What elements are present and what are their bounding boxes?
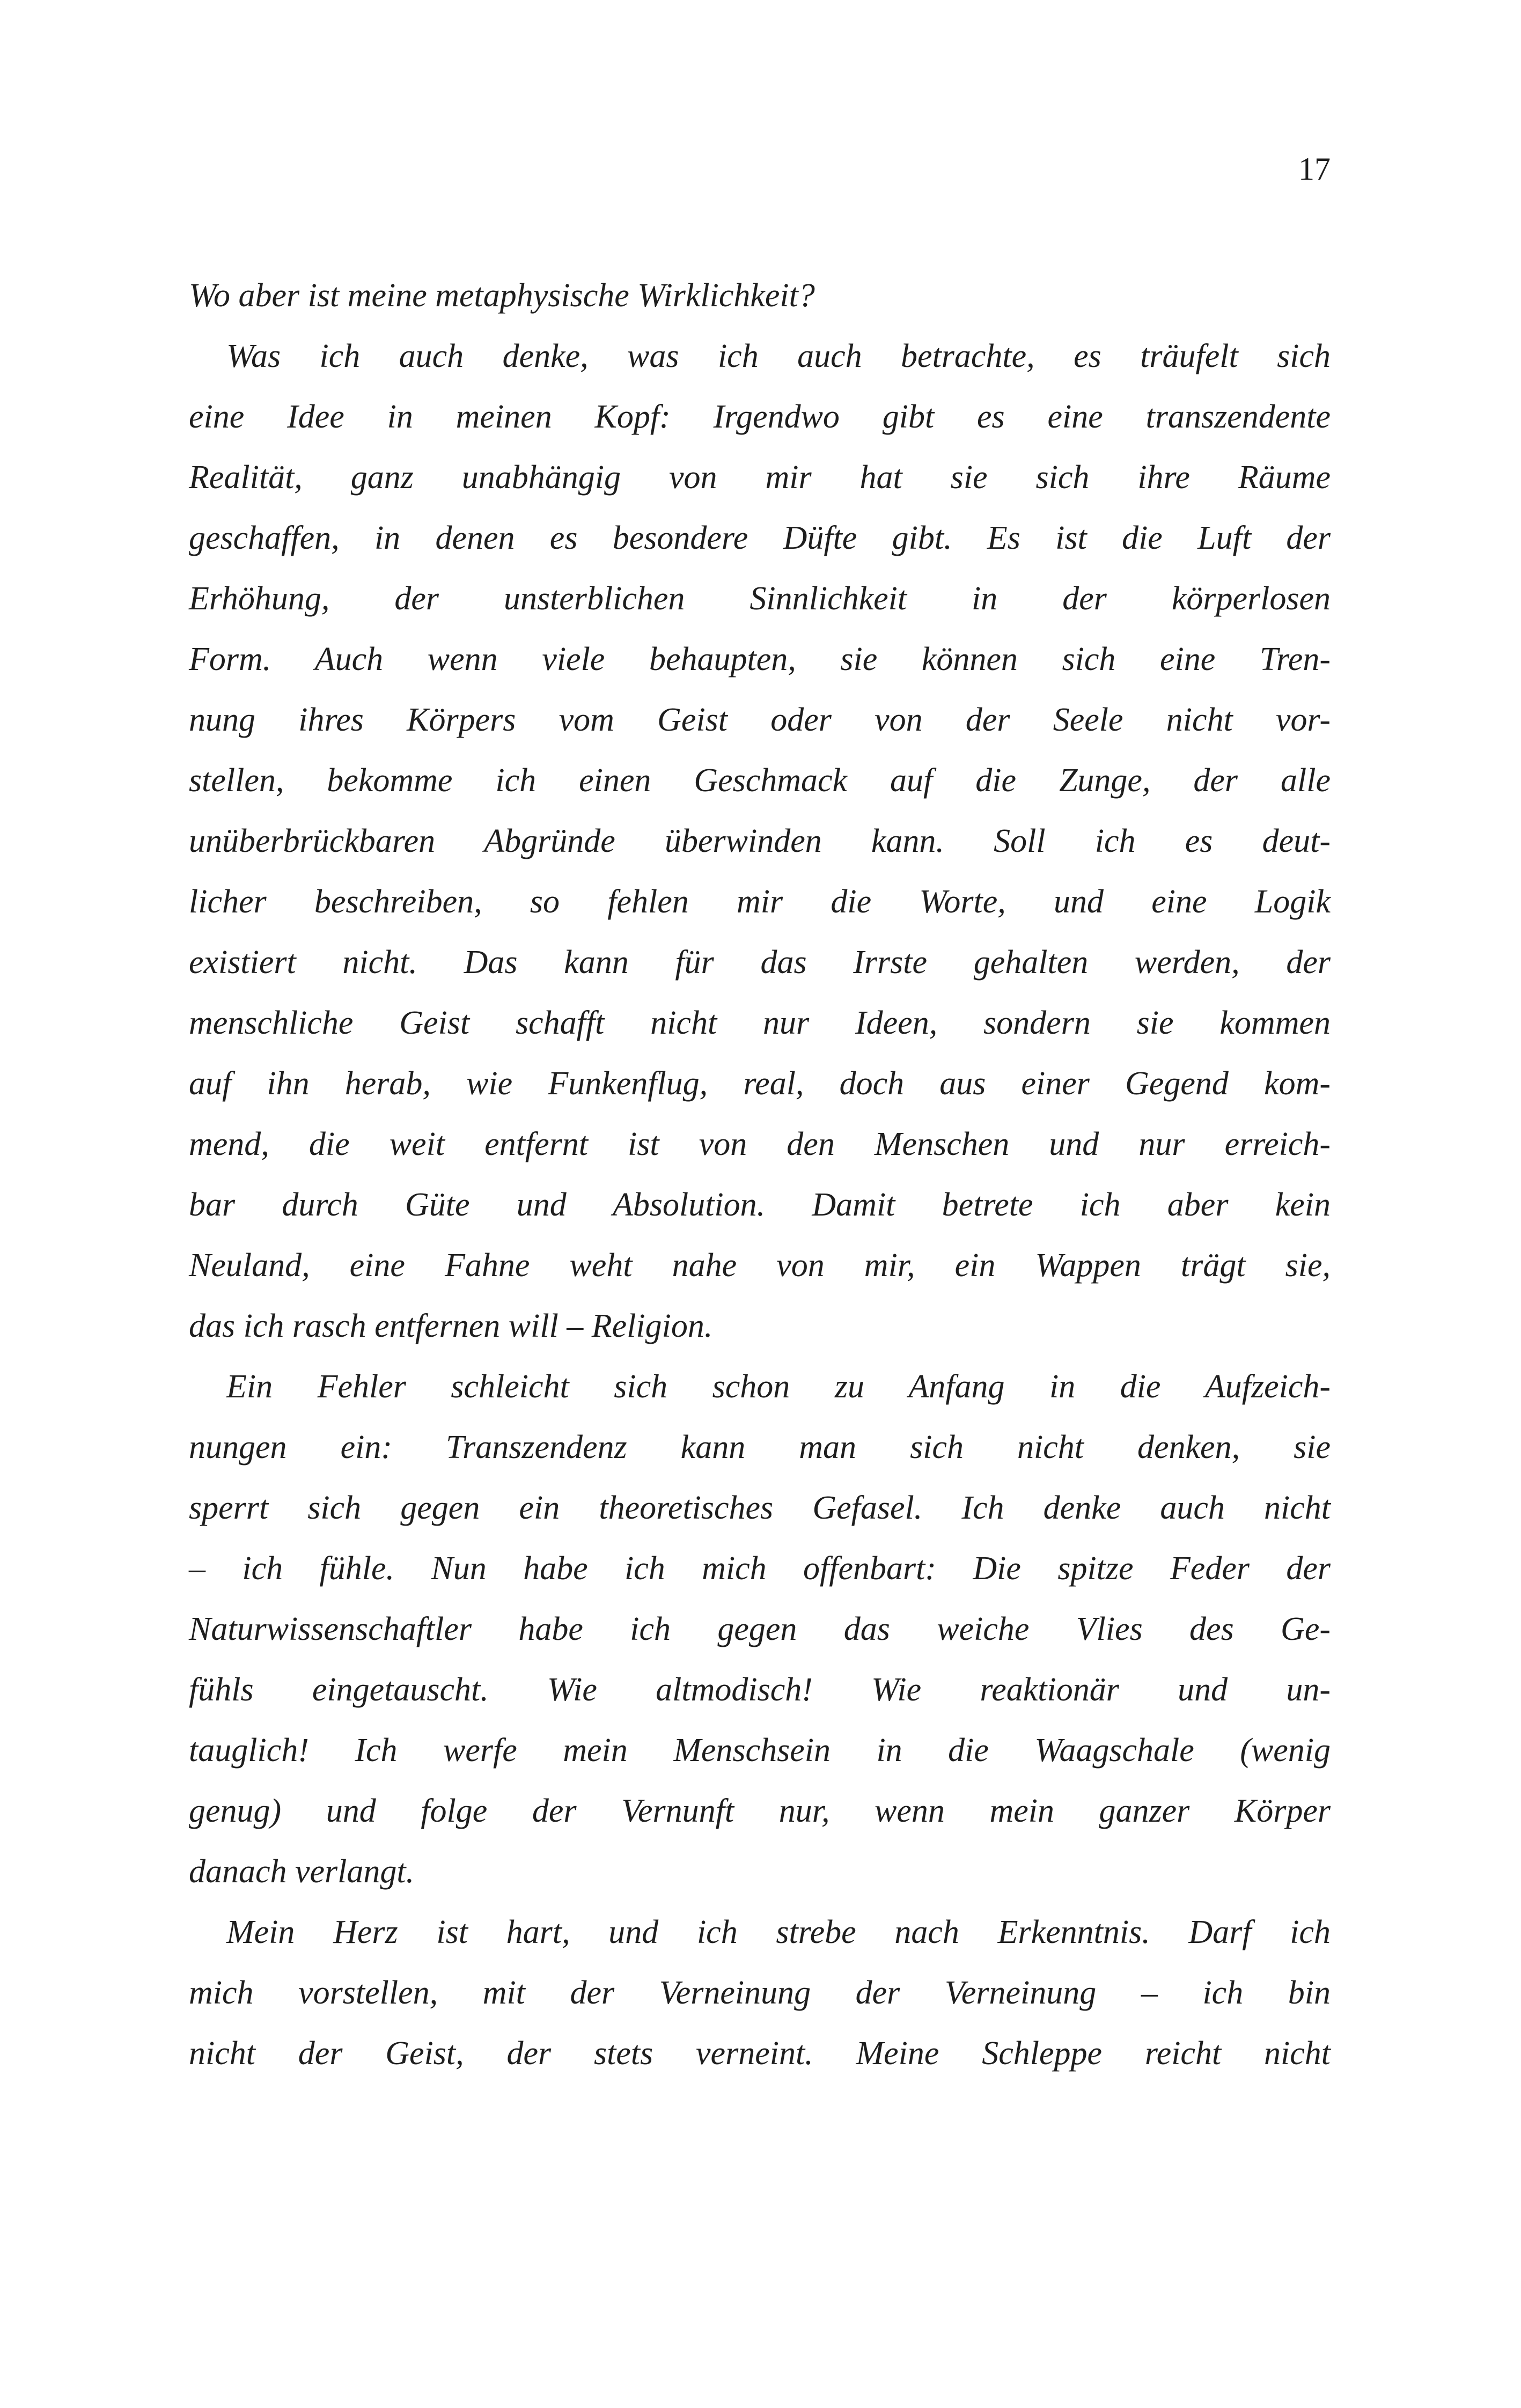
text-line: auf ihn herab, wie Funkenflug, real, doch aus einer Gegend kom- bbox=[189, 1065, 1331, 1102]
text-line: bar durch Güte und Absolution. Damit betrete ich aber kein bbox=[189, 1187, 1331, 1223]
text-line: sperrt sich gegen ein theoretisches Gefasel. Ich denke auch nicht bbox=[189, 1490, 1331, 1526]
text-line: nung ihres Körpers vom Geist oder von der Seele nicht vor- bbox=[189, 702, 1331, 738]
text-line: Form. Auch wenn viele behaupten, sie können sich eine Tren- bbox=[189, 641, 1331, 678]
text-block bbox=[189, 266, 1331, 2084]
text-line: Erhöhung, der unsterblichen Sinnlichkeit in der körperlosen bbox=[189, 580, 1331, 617]
text-line: Was ich auch denke, was ich auch betrachte, es träufelt sich bbox=[226, 338, 1331, 374]
text-line: Wo aber ist meine metaphysische Wirklichkeit? bbox=[189, 277, 815, 314]
text-line: nungen ein: Transzendenz kann man sich nicht denken, sie bbox=[189, 1429, 1331, 1466]
text-line: Neuland, eine Fahne weht nahe von mir, ein Wappen trägt sie, bbox=[189, 1247, 1331, 1284]
text-line: licher beschreiben, so fehlen mir die Worte, und eine Logik bbox=[189, 883, 1331, 920]
text-line: genug) und folge der Vernunft nur, wenn mein ganzer Körper bbox=[189, 1793, 1331, 1829]
text-line: Realität, ganz unabhängig von mir hat sie sich ihre Räume bbox=[189, 459, 1331, 496]
text-line: unüberbrückbaren Abgründe überwinden kann. Soll ich es deut- bbox=[189, 823, 1331, 859]
text-line: danach verlangt. bbox=[189, 1853, 415, 1890]
page-number: 17 bbox=[1298, 151, 1331, 187]
text-line: das ich rasch entfernen will – Religion. bbox=[189, 1308, 713, 1344]
text-line: nicht der Geist, der stets verneint. Meine Schleppe reicht nicht bbox=[189, 2035, 1331, 2072]
text-line: menschliche Geist schafft nicht nur Ideen, sondern sie kommen bbox=[189, 1005, 1331, 1041]
text-line: geschaffen, in denen es besondere Düfte gibt. Es ist die Luft der bbox=[189, 520, 1331, 556]
text-line: – ich fühle. Nun habe ich mich offenbart: Die spitze Feder der bbox=[189, 1550, 1331, 1587]
text-line: Naturwissenschaftler habe ich gegen das weiche Vlies des Ge- bbox=[189, 1611, 1331, 1647]
text-line: mend, die weit entfernt ist von den Menschen und nur erreich- bbox=[189, 1126, 1331, 1162]
text-line: mich vorstellen, mit der Verneinung der Verneinung – ich bin bbox=[189, 1975, 1331, 2011]
text-line: tauglich! Ich werfe mein Menschsein in die Waagschale (wenig bbox=[189, 1732, 1331, 1769]
text-line: stellen, bekomme ich einen Geschmack auf die Zunge, der alle bbox=[189, 762, 1331, 799]
text-line: eine Idee in meinen Kopf: Irgendwo gibt es eine transzendente bbox=[189, 399, 1331, 435]
text-line: Ein Fehler schleicht sich schon zu Anfang in die Aufzeich- bbox=[226, 1368, 1331, 1405]
text-line: fühls eingetauscht. Wie altmodisch! Wie reaktionär und un- bbox=[189, 1671, 1331, 1708]
text-line: existiert nicht. Das kann für das Irrste gehalten werden, der bbox=[189, 944, 1331, 981]
text-line: Mein Herz ist hart, und ich strebe nach Erkenntnis. Darf ich bbox=[226, 1914, 1331, 1950]
